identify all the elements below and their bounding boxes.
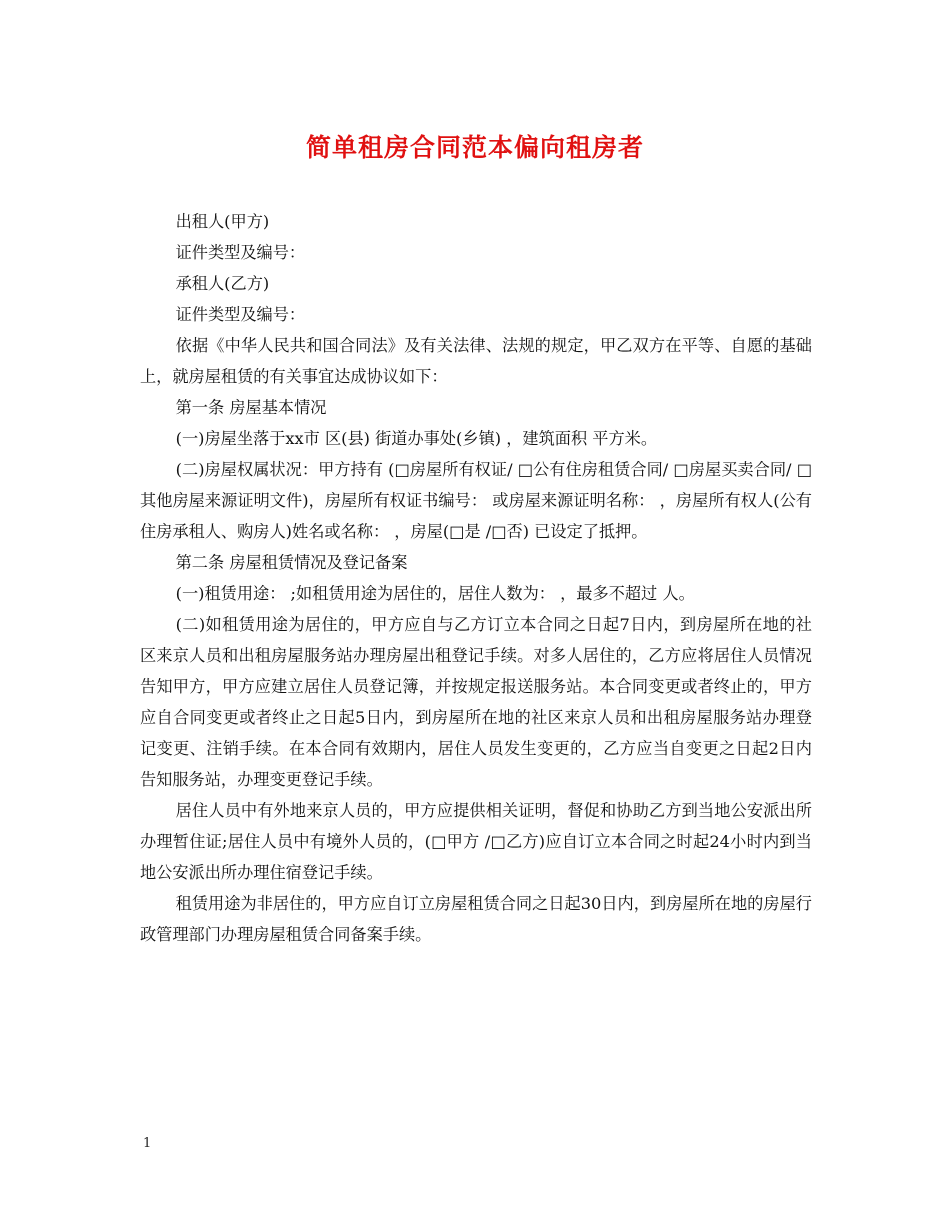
document-body [140, 206, 812, 950]
paragraph-nonlocal-residents: 居住人员中有外地来京人员的，甲方应提供相关证明，督促和协助乙方到当地公安派出所办理暂住证;居住人员中有境外人员的，(□甲方 /□乙方)应自订立本合同之时起24小时内到当地公安派出所办理住宿登记手续。 [140, 801, 812, 882]
article-2-heading: 第二条 房屋租赁情况及登记备案 [175, 553, 408, 572]
paragraph-lessor-id: 证件类型及编号： [175, 243, 306, 262]
page-number: 1 [143, 1136, 152, 1151]
paragraph-lessee-id: 证件类型及编号： [175, 305, 306, 324]
article-1-heading: 第一条 房屋基本情况 [175, 398, 327, 417]
paragraph-lessor: 出租人(甲方) [175, 212, 270, 231]
article-2-clause-1: (一)租赁用途： ;如租赁用途为居住的，居住人数为： ，最多不超过 人。 [175, 584, 695, 603]
article-2-clause-2: (二)如租赁用途为居住的，甲方应自与乙方订立本合同之日起7日内，到房屋所在地的社区来京人员和出租房屋服务站办理房屋出租登记手续。对多人居住的，乙方应将居住人员情况告知甲方，甲方应建立居住人员登记簿，并按规定报送服务站。本合同变更或者终止的，甲方应自合同变更或者终止之日起5日内，到房屋所在地的社区来京人员和出租房屋服务站办理登记变更、注销手续。在本合同有效期内，居住人员发生变更的，乙方应当自变更之日起2日内告知服务站，办理变更登记手续。 [140, 615, 812, 789]
document-title: 简单租房合同范本偏向租房者 [305, 133, 644, 162]
paragraph-lessee: 承租人(乙方) [175, 274, 270, 293]
paragraph-preamble: 依据《中华人民共和国合同法》及有关法律、法规的规定，甲乙双方在平等、自愿的基础上，就房屋租赁的有关事宜达成协议如下： [140, 336, 812, 386]
article-1-clause-2: (二)房屋权属状况：甲方持有 (□房屋所有权证/ □公有住房租赁合同/ □房屋买卖合同/ □其他房屋来源证明文件)，房屋所有权证书编号： 或房屋来源证明名称： ，房屋所有权人(公有住房承租人、购房人)姓名或名称： ，房屋(□是 /□否) 已设定了抵押。 [140, 460, 812, 541]
article-1-clause-1: (一)房屋坐落于xx市 区(县) 街道办事处(乡镇) ，建筑面积 平方米。 [175, 429, 658, 448]
paragraph-nonresidential-use: 租赁用途为非居住的，甲方应自订立房屋租赁合同之日起30日内，到房屋所在地的房屋行政管理部门办理房屋租赁合同备案手续。 [140, 894, 812, 944]
